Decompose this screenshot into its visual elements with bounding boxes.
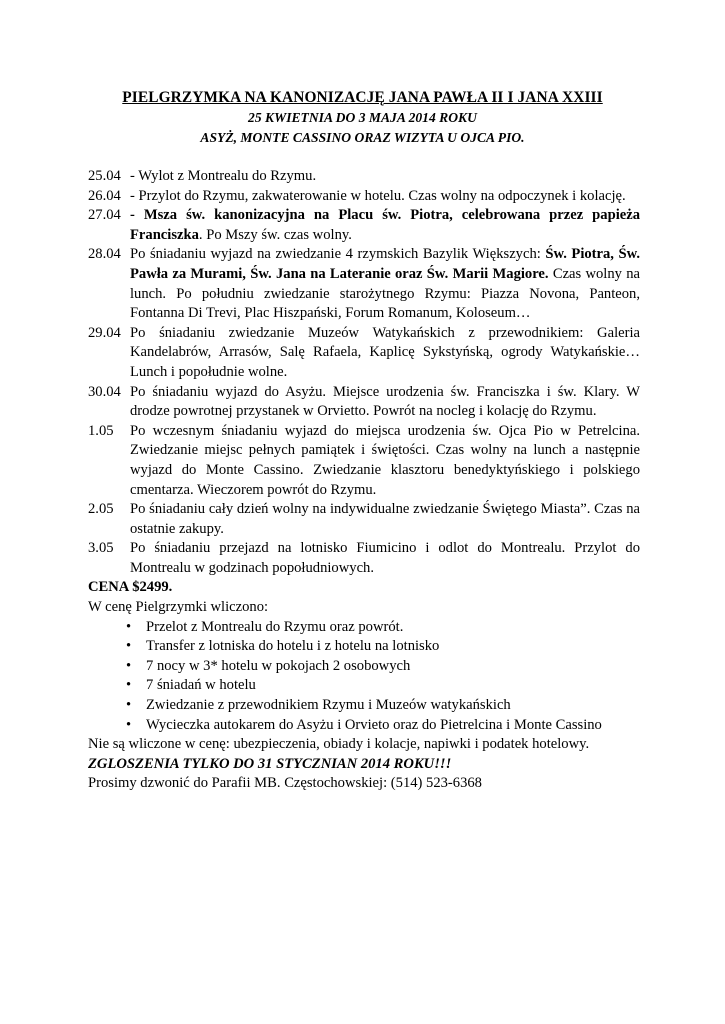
itinerary-row [88, 383, 640, 422]
itinerary-text [130, 167, 640, 187]
itinerary-date: 25.04 [88, 168, 121, 184]
page-title: PIELGRZYMKA NA KANONIZACJĘ JANA PAWŁA II I JANA XXIII [122, 89, 603, 106]
itinerary-row [88, 324, 640, 383]
itinerary-row [88, 187, 640, 207]
itinerary-text [130, 245, 640, 323]
itinerary-text-part: Po śniadaniu zwiedzanie Muzeów Watykańskich z przewodnikiem: Galeria Kandelabrów, Arrasów, Salę Rafaela, Kaplicę Sykstyńską, ogrody Watykańskie… Lunch i popołudnie wolne. [130, 324, 640, 380]
itinerary-text-part: Po śniadaniu cały dzień wolny na indywidualne zwiedzanie Świętego Miasta”. Czas na ostatnie zakupy. [130, 501, 640, 537]
itinerary-row [88, 206, 640, 245]
included-item: • 7 nocy w 3* hotelu w pokojach 2 osobowych [130, 657, 640, 677]
itinerary-text-part: Po śniadaniu przejazd na lotnisko Fiumicino i odlot do Montrealu. Przylot do Montrealu w godzinach popołudniowych. [130, 540, 640, 576]
itinerary-date: 26.04 [88, 187, 121, 204]
itinerary-text-bold: Św. Piotra, Św. Pawła za Murami, Św. Jana na Lateranie oraz Św. Marii Magiore. [130, 246, 641, 282]
itinerary-row [88, 422, 640, 500]
itinerary-row [88, 167, 640, 187]
included-item: • 7 śniadań w hotelu [130, 676, 640, 696]
trip-dates: 25 KWIETNIA DO 3 MAJA 2014 ROKU [248, 110, 477, 125]
registration-deadline: ZGLOSZENIA TYLKO DO 31 STYCZNIAN 2014 ROKU!!! [88, 755, 452, 772]
price: CENA $2499. [88, 579, 173, 596]
included-item: • Wycieczka autokarem do Asyżu i Orvieto oraz do Pietrelcina i Monte Cassino [130, 716, 640, 736]
not-included: Nie są wliczone w cenę: ubezpieczenia, obiady i kolacje, napiwki i podatek hotelowy. [88, 736, 590, 753]
itinerary-list [88, 167, 640, 578]
itinerary-row [88, 245, 640, 323]
itinerary-text [130, 500, 640, 539]
included-item: • Zwiedzanie z przewodnikiem Rzymu i Muzeów watykańskich [130, 696, 640, 716]
itinerary-text-part: Po śniadaniu wyjazd na zwiedzanie 4 rzymskich Bazylik Większych: [130, 246, 546, 263]
itinerary-text-part: . Po Mszy św. czas wolny. [198, 226, 352, 243]
itinerary-text [130, 422, 640, 500]
itinerary-text [130, 383, 640, 422]
itinerary-text-part: Czas wolny na lunch. Po południu zwiedzanie starożytnego Rzymu: Piazza Novona, Panteon, Fontanna Di Trevi, Plac Hiszpański, Forum Romanum, Koloseum… [130, 265, 640, 322]
itinerary-row [88, 500, 640, 539]
included-item: • Transfer z lotniska do hotelu i z hotelu na lotnisko [130, 637, 640, 657]
included-list [88, 618, 640, 736]
itinerary-text-bold: - Msza św. kanonizacyjna na Placu św. Piotra, celebrowana przez papieża Franciszka [130, 207, 640, 243]
itinerary-section [88, 167, 640, 794]
itinerary-date: 3.05 [88, 540, 114, 557]
itinerary-text [130, 187, 640, 207]
contact-info: Prosimy dzwonić do Parafii MB. Częstochowskiej: (514) 523-6368 [88, 775, 482, 792]
itinerary-row [88, 539, 640, 578]
trip-places: ASYŻ, MONTE CASSINO ORAZ WIZYTA U OJCA PIO. [200, 130, 525, 145]
itinerary-date: 27.04 [88, 207, 121, 224]
itinerary-text-part: Po wczesnym śniadaniu wyjazd do miejsca urodzenia św. Ojca Pio w Petrelcina. Zwiedzanie miejsc pełnych pamiątek i świętości. Czas wolny na lunch a następnie wyjazd do Monte Cassino. Zwiedzanie klasztoru benedyktyńskiego i polskiego cmentarza. Wieczorem powrót do Rzymu. [130, 422, 640, 498]
itinerary-text [130, 206, 640, 245]
itinerary-date: 30.04 [88, 383, 121, 400]
included-item: • Przelot z Montrealu do Rzymu oraz powrót. [130, 618, 640, 638]
itinerary-date: 1.05 [88, 422, 114, 439]
itinerary-text [130, 539, 640, 578]
itinerary-date: 28.04 [88, 246, 121, 263]
itinerary-text-part: - Przylot do Rzymu, zakwaterowanie w hotelu. Czas wolny na odpoczynek i kolację. [130, 187, 626, 204]
included-heading: W cenę Pielgrzymki wliczono: [88, 599, 269, 616]
itinerary-date: 29.04 [88, 324, 121, 341]
itinerary-text-part: - Wylot z Montrealu do Rzymu. [130, 168, 317, 184]
itinerary-date: 2.05 [88, 501, 114, 518]
itinerary-text [130, 324, 640, 383]
itinerary-text-part: Po śniadaniu wyjazd do Asyżu. Miejsce urodzenia św. Franciszka i św. Klary. W drodze powrotnej przystanek w Orvietto. Powrót na nocleg i kolację do Rzymu. [130, 383, 640, 420]
